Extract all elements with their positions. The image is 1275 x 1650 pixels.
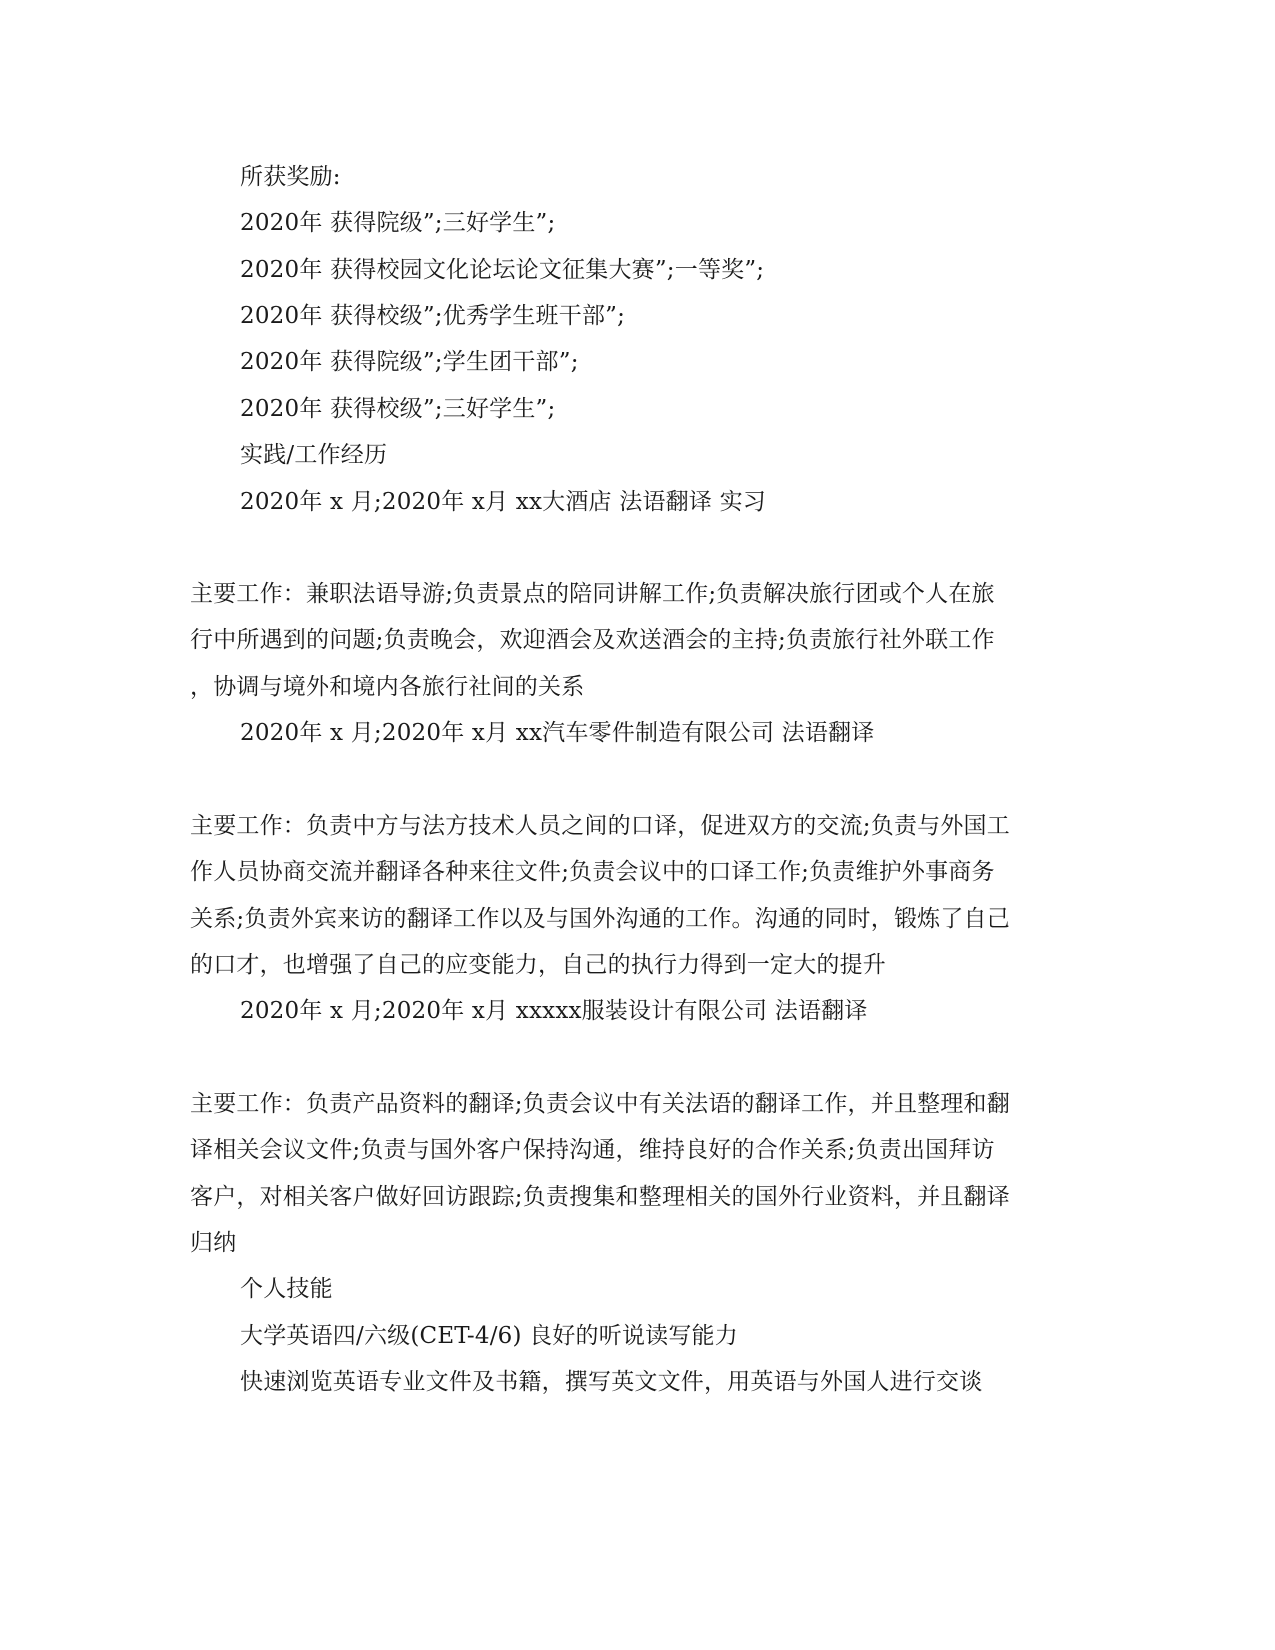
job-description-line: 译相关会议文件;负责与国外客户保持沟通，维持良好的合作关系;负责出国拜访 <box>190 1137 995 1163</box>
job-description-line: 归纳 <box>190 1230 237 1256</box>
job-description-line: 作人员协商交流并翻译各种来往文件;负责会议中的口译工作;负责维护外事商务 <box>190 859 995 885</box>
award-item: 2020年 获得校级”;三好学生”; <box>240 396 556 422</box>
job-description-line: 的口才，也增强了自己的应变能力，自己的执行力得到一定大的提升 <box>190 952 886 978</box>
job-description-line: ，协调与境外和境内各旅行社间的关系 <box>190 674 585 700</box>
job-title: 2020年 x 月;2020年 x月 xxxxx服装设计有限公司 法语翻译 <box>240 998 868 1024</box>
job-description-line: 主要工作：负责中方与法方技术人员之间的口译，促进双方的交流;负责与外国工 <box>190 813 1010 839</box>
job-title: 2020年 x 月;2020年 x月 xx汽车零件制造有限公司 法语翻译 <box>240 720 875 746</box>
job-description-line: 主要工作：负责产品资料的翻译;负责会议中有关法语的翻译工作，并且整理和翻 <box>190 1091 1010 1117</box>
job-description-line: 客户，对相关客户做好回访跟踪;负责搜集和整理相关的国外行业资料，并且翻译 <box>190 1184 1010 1210</box>
job-description-line: 主要工作：兼职法语导游;负责景点的陪同讲解工作;负责解决旅行团或个人在旅 <box>190 581 995 607</box>
skill-item: 快速浏览英语专业文件及书籍，撰写英文文件，用英语与外国人进行交谈 <box>240 1369 983 1395</box>
job-description-line: 关系;负责外宾来访的翻译工作以及与国外沟通的工作。沟通的同时，锻炼了自己 <box>190 906 1010 932</box>
job-description-line: 行中所遇到的问题;负责晚会，欢迎酒会及欢送酒会的主持;负责旅行社外联工作 <box>190 627 995 653</box>
experience-heading: 实践/工作经历 <box>240 442 388 468</box>
award-item: 2020年 获得院级”;三好学生”; <box>240 210 556 236</box>
award-item: 2020年 获得校园文化论坛论文征集大赛”;一等奖”; <box>240 257 765 283</box>
skills-heading: 个人技能 <box>240 1276 333 1302</box>
job-title: 2020年 x 月;2020年 x月 xx大酒店 法语翻译 实习 <box>240 489 766 515</box>
award-item: 2020年 获得校级”;优秀学生班干部”; <box>240 303 626 329</box>
awards-heading: 所获奖励: <box>240 164 341 190</box>
skill-item: 大学英语四/六级(CET-4/6) 良好的听说读写能力 <box>240 1323 738 1349</box>
award-item: 2020年 获得院级”;学生团干部”; <box>240 349 579 375</box>
